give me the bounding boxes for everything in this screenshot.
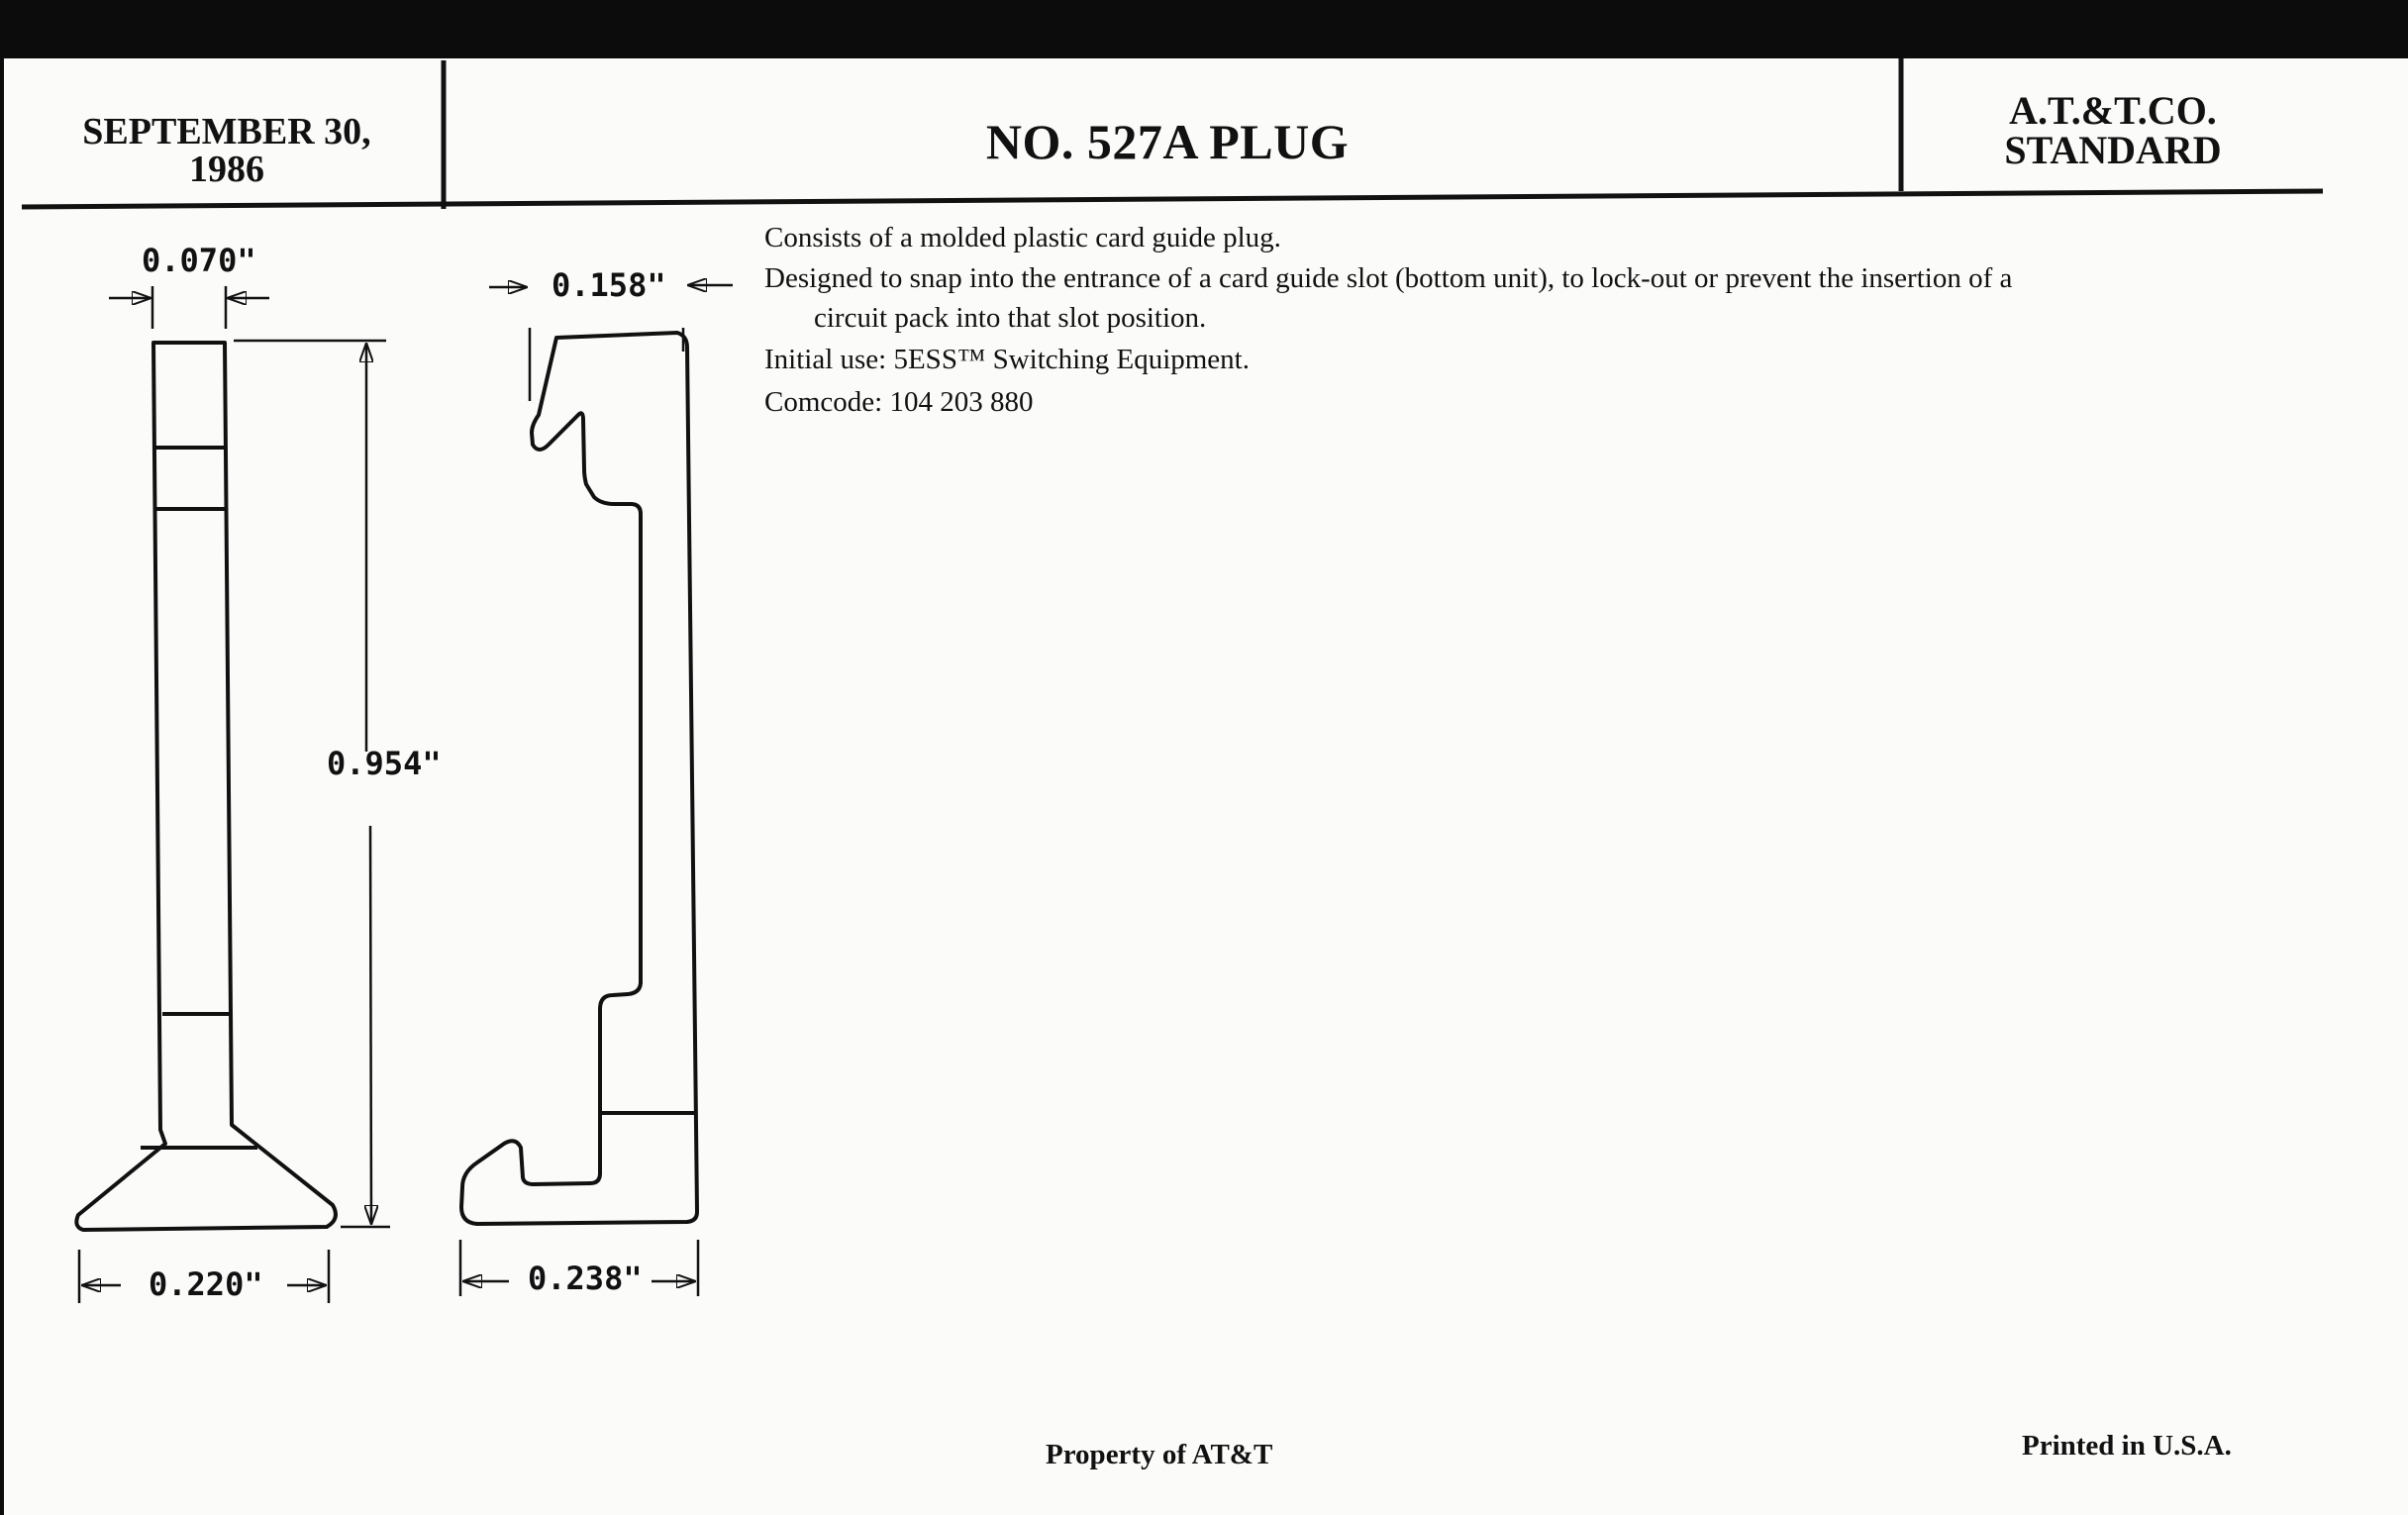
header-date-line-1: SEPTEMBER 30, — [82, 111, 371, 152]
side-view-outline — [461, 333, 697, 1224]
header-date-line-2: 1986 — [189, 149, 264, 190]
front-height-arrow-down — [370, 826, 371, 1224]
page-title: NO. 527A PLUG — [985, 114, 1350, 169]
side-base-width-label: 0.238" — [528, 1260, 643, 1297]
front-base-width-label: 0.220" — [149, 1265, 263, 1303]
front-height-label: 0.954" — [327, 745, 442, 782]
side-view — [461, 333, 697, 1224]
header-date — [34, 113, 420, 188]
front-view — [76, 343, 336, 1230]
description-line-5: Comcode: 104 203 880 — [764, 386, 1034, 418]
header-standard-line-1: A.T.&T.CO. — [2009, 88, 2217, 133]
front-top-width-label: 0.070" — [142, 242, 256, 279]
spec-card — [4, 58, 2408, 1515]
description-line-3: circuit pack into that slot position. — [814, 302, 1207, 334]
side-top-width-label: 0.158" — [552, 266, 666, 304]
description-line-2: Designed to snap into the entrance of a card guide slot (bottom unit), to lock-out or prevent the insertion of a — [764, 262, 2013, 294]
header-standard-line-2: STANDARD — [2004, 128, 2222, 172]
front-view-dimensions — [79, 286, 390, 1303]
description-line-4: Initial use: 5ESS™ Switching Equipment. — [764, 344, 1250, 375]
footer-printed: Printed in U.S.A. — [2022, 1430, 2232, 1462]
front-view-outline — [76, 343, 336, 1230]
description-line-1: Consists of a molded plastic card guide plug. — [764, 222, 1281, 253]
header-bottom-rule — [22, 191, 2323, 207]
header-standard — [1915, 88, 2311, 172]
footer-property: Property of AT&T — [1046, 1439, 1273, 1470]
